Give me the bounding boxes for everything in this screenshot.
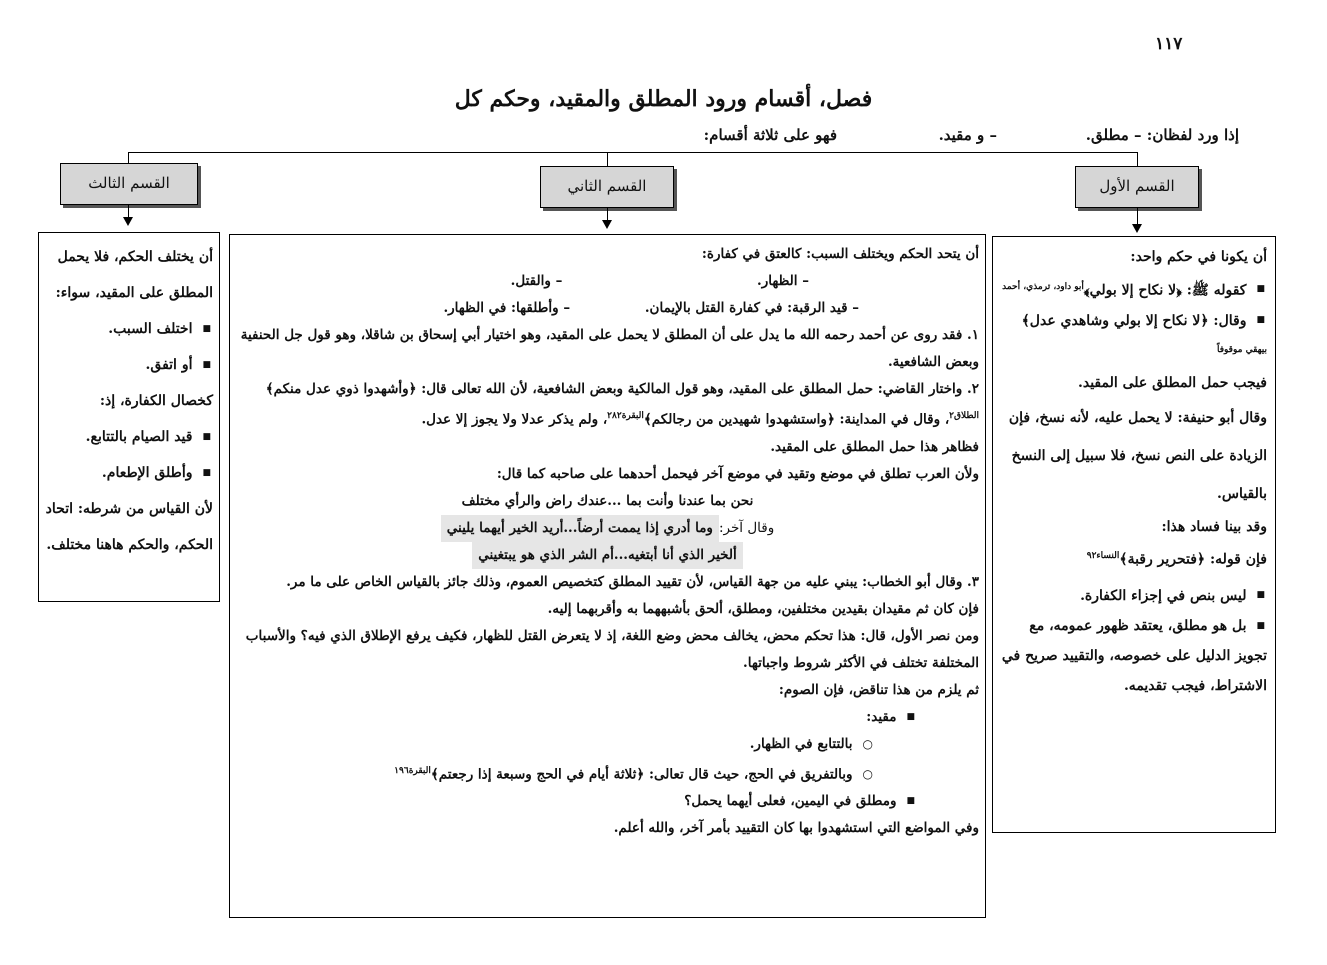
header-third-section: القسم الثالث bbox=[60, 163, 198, 205]
arrow-down-second-icon bbox=[602, 220, 612, 229]
arrow-down-third-icon bbox=[123, 217, 133, 226]
intro-second: – و مقيد. bbox=[938, 126, 997, 144]
header-first-section: القسم الأول bbox=[1075, 166, 1199, 208]
third-section-box bbox=[38, 232, 220, 602]
second-paragraph-9: وفي المواضع التي استشهدوا بها كان التقييد بأمر آخر، والله أعلم. bbox=[613, 820, 979, 836]
tree-stem-second bbox=[607, 152, 608, 166]
header-second-section: القسم الثاني bbox=[540, 166, 674, 208]
verse-1: نحن بما عندنا وأنت بما ...عندك راض والرأي مختلف bbox=[461, 492, 754, 509]
third-bullet-1: ■ اختلف السبب. bbox=[45, 311, 213, 347]
tree-horizontal-line bbox=[128, 152, 1138, 153]
second-row-1-a: – الظهار. bbox=[757, 273, 809, 289]
intro-lead: إذا ورد لفظان: – مطلق. bbox=[1085, 126, 1239, 144]
verse-intro: وقال آخر: bbox=[718, 519, 775, 536]
second-paragraph-8: ثم يلزم من هذا تناقض، فإن الصوم: bbox=[778, 681, 979, 698]
second-circle-1: ○ بالتتابع في الظهار. bbox=[236, 731, 899, 758]
second-row-2-a: – قيد الرقبة: في كفارة القتل بالإيمان. bbox=[644, 300, 859, 316]
third-intro: أن يختلف الحكم، فلا يحمل المطلق على المقيد، سواء: bbox=[55, 249, 213, 301]
second-paragraph-6: فإن كان ثم مقيدان بقيدين مختلفين، ومطلق، ألحق بأشبههما به وأقربهما إليه. bbox=[547, 600, 979, 617]
first-bullet-2: ■ بل هو مطلق، يعتقد ظهور عمومه، مع تجويز الدليل على خصوصه، والتقييد صريح في الاشتراط، فيجب تقديمه. bbox=[1001, 611, 1267, 701]
third-bullet-3: ■ قيد الصيام بالتتابع. bbox=[45, 419, 213, 455]
second-paragraph-1: ١. فقد روى عن أحمد رحمه الله ما يدل على أن المطلق لا يحمل على المقيد، وهو اختيار أبي إسحاق بن شاقلا، وهو قول جل الحنفية وبعض الشافعية. bbox=[240, 327, 979, 370]
second-row-1 bbox=[236, 268, 979, 295]
first-paragraph-2: وقال أبو حنيفة: لا يحمل عليه، لأنه نسخ، فإن الزيادة على النص نسخ، فلا سبيل إلى النسخ بالقياس. bbox=[1008, 409, 1267, 502]
verse-2-line bbox=[236, 515, 979, 542]
second-paragraph-7: ومن نصر الأول، قال: هذا تحكم محض، يخالف محض وضع اللغة، إذ لا يتعرض القتل للظهار، فكيف يرفع الإطلاق الذي فيه؟ والأسباب المختلفة تختلف في الأكثر شروط واجباتها. bbox=[245, 627, 979, 671]
second-paragraph-3: فظاهر هذا حمل المطلق على المقيد. bbox=[770, 438, 979, 455]
second-section-box bbox=[229, 234, 986, 918]
third-bullet-2: ■ أو اتفق. bbox=[45, 347, 213, 383]
page-title: فصل، أقسام ورود المطلق والمقيد، وحكم كل bbox=[454, 86, 873, 112]
first-paragraph-4: فإن قوله: ﴿فتحرير رقبة﴾$^{النساء٩٢}$ bbox=[1086, 551, 1267, 568]
first-item-1: ■ كقوله ﷺ: ﴿لا نكاح إلا بولي﴾$^{أبو داود، ترمذي، أحمد}$ bbox=[1001, 273, 1267, 306]
first-paragraph-3: وقد بينا فساد هذا: bbox=[1161, 518, 1267, 535]
second-paragraph-5: ٣. وقال أبو الخطاب: يبني عليه من جهة القياس، لأن تقييد المطلق كتخصيص العموم، وذلك جائز بالقياس الخاص على ما مر. bbox=[286, 573, 979, 590]
second-row-1-b: – والقتل. bbox=[510, 273, 563, 289]
tree-stem-first bbox=[1137, 152, 1138, 166]
first-bullet-1: ■ ليس بنص في إجزاء الكفارة. bbox=[1001, 581, 1267, 611]
second-sub-unrestricted: ■ ومطلق في اليمين، فعلى أيهما يحمل؟ bbox=[236, 788, 929, 815]
first-intro: أن يكونا في حكم واحد: bbox=[1130, 249, 1267, 265]
verse-3: ألخير الذي أنا أبتغيه...أم الشر الذي هو يبتغيني bbox=[472, 542, 743, 569]
second-paragraph-4: ولأن العرب تطلق في موضع وتقيد في موضع آخر فيحمل أحدهما على صاحبه كما قال: bbox=[496, 465, 979, 482]
second-intro: أن يتحد الحكم ويختلف السبب: كالعتق في كفارة: bbox=[701, 246, 979, 262]
third-paragraph-2: لأن القياس من شرطه: اتحاد الحكم، والحكم هاهنا مختلف. bbox=[45, 501, 213, 553]
second-paragraph-2: ٢. واختار القاضي: حمل المطلق على المقيد، وهو قول المالكية وبعض الشافعية، لأن الله تعالى قال: ﴿وأشهدوا ذوي عدل منكم﴾$^{الطلاق٢}$، وقال في المداينة: ﴿واستشهدوا شهيدين من رجالكم﴾$^{البقرة٢٨٢}$، ولم يذكر عدلا ولا يجوز إلا عدل. bbox=[265, 381, 979, 428]
third-paragraph-1: كخصال الكفارة، إذ: bbox=[99, 393, 213, 409]
first-item-2: ■ وقال: ﴿لا نكاح إلا بولي وشاهدي عدل﴾$^{بيهقي موقوفاً}$ bbox=[1001, 306, 1267, 369]
third-bullet-4: ■ وأطلق الإطعام. bbox=[45, 455, 213, 491]
second-circle-2: ○ وبالتفريق في الحج، حيث قال تعالى: ﴿ثلاثة أيام في الحج وسبعة إذا رجعتم﴾$^{البقرة١٩٦}$ bbox=[236, 758, 899, 789]
verse-2: وما أدري إذا يممت أرضاً...أريد الخير أيهما يليني bbox=[441, 515, 719, 542]
page-number: ١١٧ bbox=[1155, 34, 1183, 54]
second-row-2 bbox=[236, 295, 979, 322]
second-row-2-b: – وأطلقها: في الظهار. bbox=[443, 300, 571, 316]
second-sub-restricted: ■ مقيد: bbox=[236, 704, 929, 731]
arrow-down-first-icon bbox=[1132, 224, 1142, 233]
verse-3-line bbox=[236, 542, 979, 569]
first-paragraph-1: فيجب حمل المطلق على المقيد. bbox=[1077, 375, 1267, 392]
intro-third: فهو على ثلاثة أقسام: bbox=[703, 126, 837, 144]
first-section-box bbox=[992, 236, 1276, 833]
